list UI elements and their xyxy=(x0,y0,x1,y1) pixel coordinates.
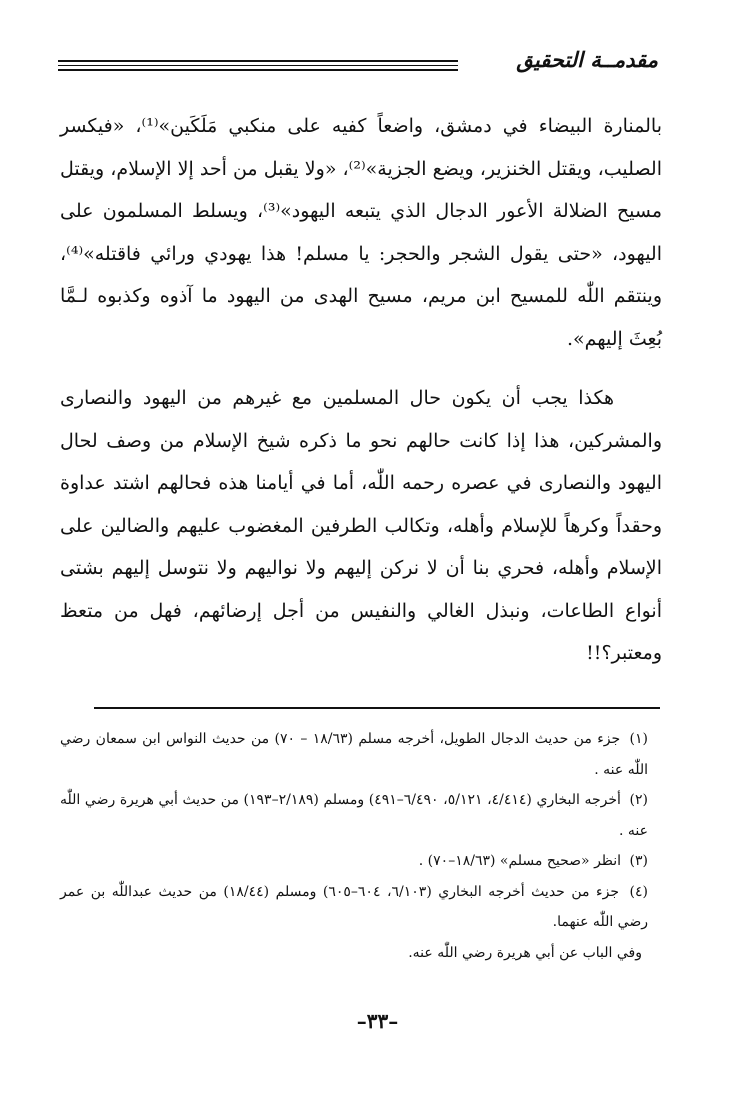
running-header xyxy=(58,46,658,86)
footnote xyxy=(60,877,662,938)
footnote-number: (١) xyxy=(629,731,648,747)
header-rule xyxy=(58,60,458,62)
footnote xyxy=(60,785,662,846)
header-rule xyxy=(58,69,458,71)
footnote-number: (٢) xyxy=(629,792,648,808)
footnotes xyxy=(60,724,662,968)
main-text-block xyxy=(60,377,662,675)
header-rule xyxy=(58,65,458,66)
footnote-text: جزء من حديث الدجال الطويل، أخرجه مسلم (١٨/٦٣ – ٧٠) من حديث النواس ابن سمعان رضي اللّٰه عنه . xyxy=(60,731,648,778)
footnote-number: (٤) xyxy=(629,883,649,900)
main-text-block xyxy=(60,105,662,360)
paragraph: بالمنارة البيضاء في دمشق، واضعاً كفيه على منكبي مَلَكَين»⁽¹⁾، «فيكسر الصليب، ويقتل الخنزير، ويضع الجزية»⁽²⁾، «ولا يقبل من أحد إلا الإسلام، ويقتل مسيح الضلالة الأعور الدجال الذي يتبعه اليهود»⁽³⁾، ويسلط المسلمون على اليهود، «حتى يقول الشجر والحجر: يا مسلم! هذا يهودي ورائي فاقتله»⁽⁴⁾، وينتقم اللّٰه للمسيح ابن مريم، مسيح الهدى من اليهود ما آذوه وكذبوه لـمَّا بُعِثَ إليهم». xyxy=(60,115,662,350)
footnote-text: انظر «صحيح مسلم» (١٨/٦٣–٧٠) . xyxy=(418,853,622,869)
footnote-addendum: وفي الباب عن أبي هريرة رضي اللّٰه عنه. xyxy=(408,944,642,961)
page-number: –٣٣– xyxy=(356,1009,399,1033)
footnote-separator xyxy=(94,707,660,709)
section-title: مقدمــة التحقيق xyxy=(516,48,658,72)
footnote-text: أخرجه البخاري (٤/٤١٤، ٥/١٢١، ٦/٤٩٠–٤٩١) ومسلم (٢/١٨٩–١٩٣) من حديث أبي هريرة رضي اللّٰه عنه . xyxy=(60,792,648,839)
footnote-text: جزء من حديث أخرجه البخاري (٦/١٠٣، ٦٠٤–٦٠٥) ومسلم (١٨/٤٤) من حديث عبداللّٰه بن عمر رضي اللّٰه عنهما. xyxy=(60,883,648,930)
paragraph: هكذا يجب أن يكون حال المسلمين مع غيرهم من اليهود والنصارى والمشركين، هذا إذا كانت حالهم نحو ما ذكره شيخ الإسلام من وصف لحال اليهود والنصارى في عصره رحمه اللّٰه، أما في أيامنا هذه فحالهم اشتد عداوة وحقداً وكرهاً للإسلام وأهله، وتكالب الطرفين المغضوب عليهم والضالين على الإسلام وأهله، فحري بنا أن لا نركن إليهم ولا نواليهم ولا نتوسل إليهم بشتى أنواع الطاعات، ونبذل الغالي والنفيس من أجل إرضائهم، فهل من متعظ ومعتبر؟!! xyxy=(60,387,662,664)
footnote xyxy=(60,846,662,877)
footnote-number: (٣) xyxy=(629,853,648,869)
footnote xyxy=(60,724,662,785)
